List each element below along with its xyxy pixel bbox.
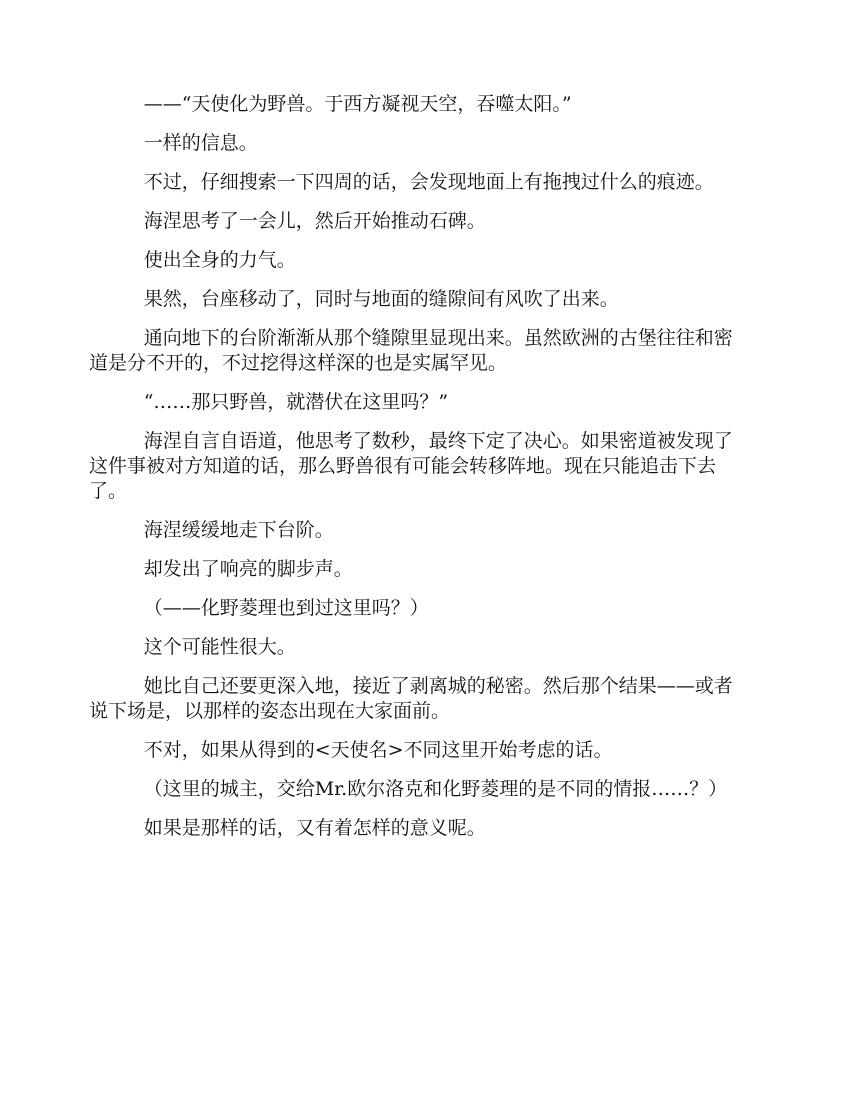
paragraph: （这里的城主，交给Mr.欧尔洛克和化野菱理的是不同的情报……？） [143, 778, 728, 800]
paragraph: 果然，台座移动了，同时与地面的缝隙间有风吹了出来。 [143, 288, 619, 310]
paragraph: “……那只野兽，就潜伏在这里吗？” [143, 391, 449, 413]
paragraph: ——“天使化为野兽。于西方凝视天空，吞噬太阳。” [143, 93, 572, 115]
paragraph: 使出全身的力气。 [143, 249, 296, 271]
paragraph: 海涅缓缓地走下台阶。 [143, 519, 334, 541]
paragraph: 她比自己还要更深入地，接近了剥离城的秘密。然后那个结果——或者说下场是，以那样的姿态出现在大家面前。 [89, 675, 733, 722]
paragraph: 这个可能性很大。 [143, 636, 296, 658]
paragraph: 一样的信息。 [143, 132, 258, 154]
paragraph: 如果是那样的话，又有着怎样的意义呢。 [143, 817, 486, 839]
paragraph: 不过，仔细搜索一下四周的话，会发现地面上有拖拽过什么的痕迹。 [143, 171, 714, 193]
paragraph: （——化野菱理也到过这里吗？） [143, 597, 429, 619]
paragraph: 不对，如果从得到的<天使名>不同这里开始考虑的话。 [143, 739, 613, 761]
paragraph: 通向地下的台阶渐渐从那个缝隙里显现出来。虽然欧洲的古堡往往和密道是分不开的，不过挖得这样深的也是实属罕见。 [89, 327, 733, 374]
paragraph: 海涅思考了一会儿，然后开始推动石碑。 [143, 210, 486, 232]
paragraph: 海涅自言自语道，他思考了数秒，最终下定了决心。如果密道被发现了这件事被对方知道的话，那么野兽很有可能会转移阵地。现在只能追击下去了。 [89, 430, 733, 502]
document-body [89, 92, 749, 841]
paragraph: 却发出了响亮的脚步声。 [143, 558, 353, 580]
